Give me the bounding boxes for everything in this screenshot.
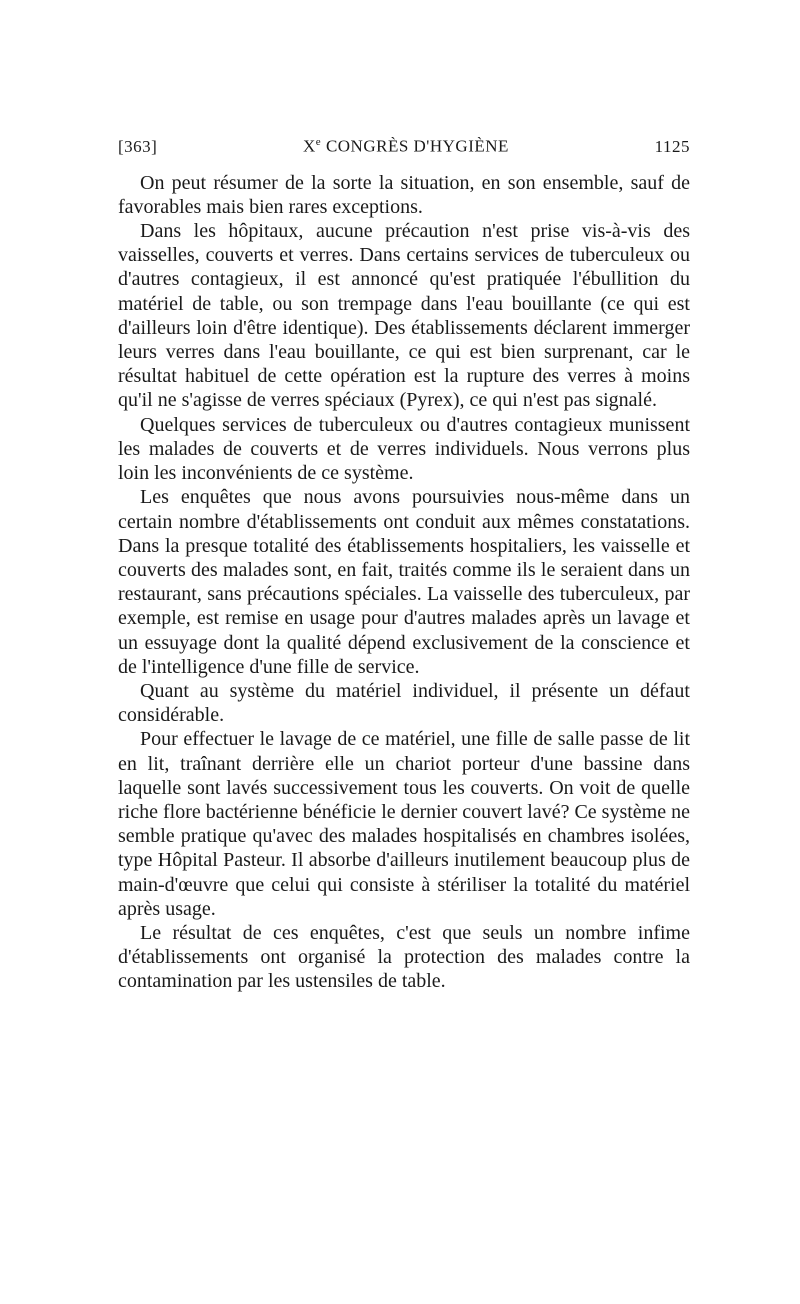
paragraph: Pour effectuer le lavage de ce matériel, une fille de salle passe de lit en lit, traînant derrière elle un chariot porteur d'une bassine dans laquelle sont lavés successivement tous les couverts. On voit de quelle riche flore bactérienne bénéficie le dernier couvert lavé? Ce système ne semble pratique qu'avec des malades hospitalisés en chambres isolées, type Hôpital Pasteur. Il absorbe d'ailleurs inutilement beaucoup plus de main-d'œuvre que celui qui consiste à stériliser la totalité du matériel après usage. [118,728,690,920]
header-title-superscript: e [315,136,322,148]
paragraph: Dans les hôpitaux, aucune précaution n'est prise vis-à-vis des vaisselles, couverts et verres. Dans certains services de tuberculeux ou d'autres contagieux, il est annoncé qu'est pratiquée l'ébullition du matériel de table, ou son trempage dans l'eau bouillante (ce qui est d'ailleurs loin d'être identique). Des établissements déclarent immerger leurs verres dans l'eau bouillante, ce qui est bien surprenant, car le résultat habituel de cette opération est la rupture des verres à moins qu'il ne s'agisse de verres spéciaux (Pyrex), ce qui n'est pas signalé. [118,220,690,412]
header-title-rest: CONGRÈS D'HYGIÈNE [321,136,509,156]
paragraph: Le résultat de ces enquêtes, c'est que seuls un nombre infime d'établissements ont organisé la protection des malades contre la contamination par les ustensiles de table. [118,921,690,993]
paragraph: Les enquêtes que nous avons poursuivies nous-même dans un certain nombre d'établissements ont conduit aux mêmes constatations. Dans la presque totalité des établissements hospitaliers, les vaisselle et couverts des malades sont, en fait, traités comme ils le seraient dans un restaurant, sans précautions spéciales. La vaisselle des tuberculeux, par exemple, est remise en usage pour d'autres malades après un lavage et un essuyage dont la qualité dépend exclusivement de la conscience et de l'intelligence d'une fille de service. [118,486,690,678]
paragraph: On peut résumer de la sorte la situation, en son ensemble, sauf de favorables mais bien rares exceptions. [118,171,690,218]
paragraph: Quant au système du matériel individuel, il présente un défaut considérable. [118,679,690,727]
document-page [118,136,690,994]
header-title-prefix: X [303,136,316,156]
paragraph: Quelques services de tuberculeux ou d'autres contagieux munissent les malades de couverts et de verres individuels. Nous verrons plus loin les inconvénients de ce système. [118,413,690,485]
header-section-number: [363] [118,136,158,156]
running-header [118,136,690,157]
header-title [303,136,509,157]
body-text [118,171,690,994]
header-page-number: 1125 [654,136,690,156]
